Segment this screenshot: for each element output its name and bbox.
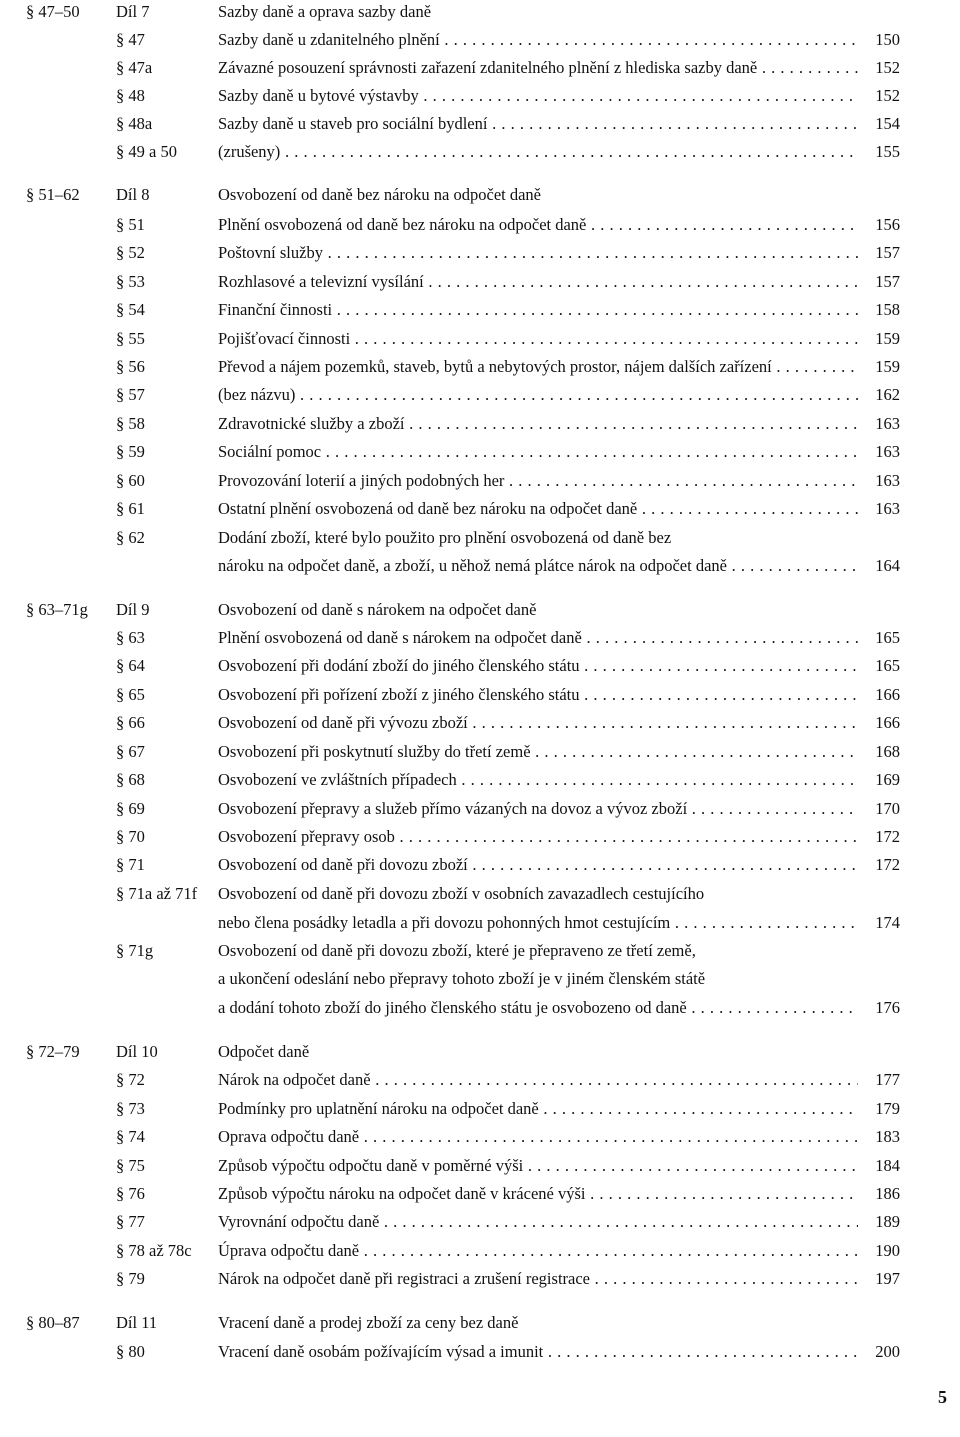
entry-title: Osvobození při dodání zboží do jiného členského státu . . . bbox=[218, 654, 858, 678]
toc-entry bbox=[0, 853, 960, 877]
toc-entry bbox=[0, 140, 960, 164]
page-ref: 200 bbox=[875, 1342, 900, 1361]
entry-title: Závazné posouzení správnosti zařazení zdanitelného plnění z hlediska sazby daně . . . bbox=[218, 56, 858, 80]
page-ref: 162 bbox=[875, 385, 900, 404]
page-ref: 164 bbox=[875, 556, 900, 575]
page-ref: 159 bbox=[875, 329, 900, 348]
toc-entry bbox=[0, 554, 960, 578]
section-range: § 63–71g bbox=[26, 600, 88, 619]
entry-title: nároku na odpočet daně, a zboží, u něhož nemá plátce nárok na odpočet daně . . . bbox=[218, 554, 858, 578]
toc-entry bbox=[0, 1239, 960, 1263]
toc-entry bbox=[0, 1097, 960, 1121]
toc-entry bbox=[0, 797, 960, 821]
toc-entry bbox=[0, 626, 960, 650]
page-ref: 163 bbox=[875, 499, 900, 518]
paragraph-ref: § 69 bbox=[116, 799, 145, 818]
entry-title: a ukončení odeslání nebo přepravy tohoto zboží je v jiném členském státě bbox=[218, 969, 706, 988]
paragraph-ref: Díl 10 bbox=[116, 1042, 158, 1061]
entry-title: Podmínky pro uplatnění nároku na odpočet daně . . . bbox=[218, 1097, 858, 1121]
toc-entry bbox=[0, 1040, 960, 1064]
entry-title: Osvobození od daně bez nároku na odpočet daně bbox=[218, 185, 542, 204]
toc-entry bbox=[0, 768, 960, 792]
paragraph-ref: § 71a až 71f bbox=[116, 884, 198, 903]
paragraph-ref: § 75 bbox=[116, 1156, 145, 1175]
paragraph-ref: § 63 bbox=[116, 628, 145, 647]
page-ref: 152 bbox=[875, 58, 900, 77]
toc-entry bbox=[0, 740, 960, 764]
entry-title: Osvobození při pořízení zboží z jiného členského státu . . . bbox=[218, 683, 858, 707]
entry-title: Sazby daně u staveb pro sociální bydlení . . . bbox=[218, 112, 858, 136]
entry-title: Úprava odpočtu daně . . . bbox=[218, 1239, 858, 1263]
page-ref: 156 bbox=[875, 215, 900, 234]
entry-title: Osvobození od daně při dovozu zboží v osobních zavazadlech cestujícího bbox=[218, 884, 705, 903]
entry-title: Sazby daně a oprava sazby daně bbox=[218, 2, 432, 21]
entry-title: Osvobození od daně při vývozu zboží . . . bbox=[218, 711, 858, 735]
page-ref: 168 bbox=[875, 742, 900, 761]
paragraph-ref: § 49 a 50 bbox=[116, 142, 177, 161]
page-ref: 166 bbox=[875, 713, 900, 732]
page-number: 5 bbox=[938, 1387, 947, 1407]
page-ref: 197 bbox=[875, 1269, 900, 1288]
paragraph-ref: § 78 až 78c bbox=[116, 1241, 192, 1260]
toc-entry bbox=[0, 469, 960, 493]
page-ref: 166 bbox=[875, 685, 900, 704]
page-ref: 157 bbox=[875, 272, 900, 291]
paragraph-ref: Díl 9 bbox=[116, 600, 150, 619]
toc-entry bbox=[0, 112, 960, 136]
toc-entry bbox=[0, 911, 960, 935]
page-ref: 158 bbox=[875, 300, 900, 319]
paragraph-ref: § 67 bbox=[116, 742, 145, 761]
entry-title: (bez názvu) . . . bbox=[218, 383, 858, 407]
entry-title: Rozhlasové a televizní vysílání . . . bbox=[218, 270, 858, 294]
toc-entry bbox=[0, 1311, 960, 1335]
paragraph-ref: § 71 bbox=[116, 855, 145, 874]
toc-entry bbox=[0, 1340, 960, 1364]
toc-entry bbox=[0, 654, 960, 678]
paragraph-ref: § 65 bbox=[116, 685, 145, 704]
entry-title: Zdravotnické služby a zboží . . . bbox=[218, 412, 858, 436]
page-ref: 154 bbox=[875, 114, 900, 133]
entry-title: Způsob výpočtu nároku na odpočet daně v krácené výši . . . bbox=[218, 1182, 858, 1206]
toc-entry bbox=[0, 84, 960, 108]
paragraph-ref: § 47a bbox=[116, 58, 153, 77]
toc-entry bbox=[0, 241, 960, 265]
page-ref: 190 bbox=[875, 1241, 900, 1260]
entry-title: Osvobození přepravy a služeb přímo vázaných na dovoz a vývoz zboží . . . bbox=[218, 797, 858, 821]
toc-entry bbox=[0, 1210, 960, 1234]
toc-entry bbox=[0, 1267, 960, 1291]
paragraph-ref: Díl 11 bbox=[116, 1313, 158, 1332]
paragraph-ref: § 71g bbox=[116, 941, 154, 960]
page-ref: 172 bbox=[875, 855, 900, 874]
entry-title: (zrušeny) . . . bbox=[218, 140, 858, 164]
toc-entry bbox=[0, 939, 960, 963]
paragraph-ref: § 55 bbox=[116, 329, 145, 348]
page-ref: 183 bbox=[875, 1127, 900, 1146]
toc-entry bbox=[0, 327, 960, 351]
entry-title: Vracení daně a prodej zboží za ceny bez daně bbox=[218, 1313, 519, 1332]
toc-entry bbox=[0, 967, 960, 991]
entry-title: Plnění osvobozená od daně s nárokem na odpočet daně . . . bbox=[218, 626, 858, 650]
entry-title: Provozování loterií a jiných podobných her . . . bbox=[218, 469, 858, 493]
entry-title: nebo člena posádky letadla a při dovozu pohonných hmot cestujícím . . . bbox=[218, 911, 858, 935]
entry-title: Nárok na odpočet daně . . . bbox=[218, 1068, 858, 1092]
section-range: § 47–50 bbox=[26, 2, 80, 21]
entry-title: Způsob výpočtu odpočtu daně v poměrné výši . . . bbox=[218, 1154, 858, 1178]
toc-entry bbox=[0, 598, 960, 622]
toc-entry bbox=[0, 1125, 960, 1149]
paragraph-ref: § 52 bbox=[116, 243, 145, 262]
paragraph-ref: § 53 bbox=[116, 272, 145, 291]
paragraph-ref: § 56 bbox=[116, 357, 145, 376]
toc-entry bbox=[0, 56, 960, 80]
entry-title: a dodání tohoto zboží do jiného členského státu je osvobozeno od daně . . . bbox=[218, 996, 858, 1020]
paragraph-ref: § 72 bbox=[116, 1070, 145, 1089]
paragraph-ref: § 59 bbox=[116, 442, 145, 461]
entry-title: Vracení daně osobám požívajícím výsad a imunit . . . bbox=[218, 1340, 858, 1364]
page-ref: 152 bbox=[875, 86, 900, 105]
toc-entry bbox=[0, 412, 960, 436]
toc-entry bbox=[0, 882, 960, 906]
paragraph-ref: § 80 bbox=[116, 1342, 145, 1361]
section-range: § 72–79 bbox=[26, 1042, 80, 1061]
paragraph-ref: § 77 bbox=[116, 1212, 145, 1231]
entry-title: Nárok na odpočet daně při registraci a zrušení registrace . . . bbox=[218, 1267, 858, 1291]
page-ref: 179 bbox=[875, 1099, 900, 1118]
entry-title: Dodání zboží, které bylo použito pro plnění osvobozená od daně bez bbox=[218, 528, 672, 547]
toc-entry bbox=[0, 383, 960, 407]
entry-title: Osvobození od daně při dovozu zboží, které je přepraveno ze třetí země, bbox=[218, 941, 696, 960]
paragraph-ref: Díl 8 bbox=[116, 185, 150, 204]
paragraph-ref: § 60 bbox=[116, 471, 145, 490]
entry-title: Pojišťovací činnosti . . . bbox=[218, 327, 858, 351]
paragraph-ref: § 61 bbox=[116, 499, 145, 518]
paragraph-ref: § 47 bbox=[116, 30, 145, 49]
paragraph-ref: § 62 bbox=[116, 528, 145, 547]
entry-title: Osvobození ve zvláštních případech . . . bbox=[218, 768, 858, 792]
paragraph-ref: § 64 bbox=[116, 656, 145, 675]
page-ref: 157 bbox=[875, 243, 900, 262]
entry-title: Finanční činnosti . . . bbox=[218, 298, 858, 322]
paragraph-ref: § 73 bbox=[116, 1099, 145, 1118]
paragraph-ref: § 66 bbox=[116, 713, 145, 732]
page-ref: 165 bbox=[875, 656, 900, 675]
toc-entry bbox=[0, 711, 960, 735]
page-ref: 170 bbox=[875, 799, 900, 818]
page-ref: 159 bbox=[875, 357, 900, 376]
toc-entry bbox=[0, 1068, 960, 1092]
paragraph-ref: § 48a bbox=[116, 114, 153, 133]
toc-entry bbox=[0, 526, 960, 550]
paragraph-ref: § 51 bbox=[116, 215, 145, 234]
paragraph-ref: § 54 bbox=[116, 300, 145, 319]
page-ref: 189 bbox=[875, 1212, 900, 1231]
paragraph-ref: § 48 bbox=[116, 86, 145, 105]
paragraph-ref: § 70 bbox=[116, 827, 145, 846]
entry-title: Sazby daně u bytové výstavby . . . bbox=[218, 84, 858, 108]
paragraph-ref: § 57 bbox=[116, 385, 145, 404]
toc-entry bbox=[0, 183, 960, 207]
toc-entry bbox=[0, 440, 960, 464]
toc-entry bbox=[0, 996, 960, 1020]
toc-entry bbox=[0, 825, 960, 849]
page-ref: 177 bbox=[875, 1070, 900, 1089]
page-ref: 163 bbox=[875, 471, 900, 490]
entry-title: Sociální pomoc . . . bbox=[218, 440, 858, 464]
page-ref: 186 bbox=[875, 1184, 900, 1203]
page-ref: 163 bbox=[875, 442, 900, 461]
entry-title: Ostatní plnění osvobozená od daně bez nároku na odpočet daně . . . bbox=[218, 497, 858, 521]
entry-title: Sazby daně u zdanitelného plnění . . . bbox=[218, 28, 858, 52]
toc-entry bbox=[0, 497, 960, 521]
page-ref: 176 bbox=[875, 998, 900, 1017]
toc-entry bbox=[0, 213, 960, 237]
entry-title: Převod a nájem pozemků, staveb, bytů a nebytových prostor, nájem dalších zařízení . . . bbox=[218, 355, 858, 379]
toc-entry bbox=[0, 355, 960, 379]
entry-title: Poštovní služby . . . bbox=[218, 241, 858, 265]
paragraph-ref: § 58 bbox=[116, 414, 145, 433]
page-ref: 165 bbox=[875, 628, 900, 647]
entry-title: Oprava odpočtu daně . . . bbox=[218, 1125, 858, 1149]
paragraph-ref: § 74 bbox=[116, 1127, 145, 1146]
entry-title: Osvobození od daně při dovozu zboží . . . bbox=[218, 853, 858, 877]
paragraph-ref: Díl 7 bbox=[116, 2, 150, 21]
entry-title: Osvobození při poskytnutí služby do třetí země . . . bbox=[218, 740, 858, 764]
toc-entry bbox=[0, 1182, 960, 1206]
page-ref: 150 bbox=[875, 30, 900, 49]
entry-title: Osvobození od daně s nárokem na odpočet daně bbox=[218, 600, 537, 619]
toc-entry bbox=[0, 270, 960, 294]
entry-title: Plnění osvobozená od daně bez nároku na odpočet daně . . . bbox=[218, 213, 858, 237]
toc-entry bbox=[0, 1154, 960, 1178]
page-ref: 169 bbox=[875, 770, 900, 789]
page-ref: 172 bbox=[875, 827, 900, 846]
page-ref: 174 bbox=[875, 913, 900, 932]
toc-entry bbox=[0, 0, 960, 24]
page-ref: 155 bbox=[875, 142, 900, 161]
paragraph-ref: § 79 bbox=[116, 1269, 145, 1288]
toc-entry bbox=[0, 298, 960, 322]
toc-entry bbox=[0, 683, 960, 707]
entry-title: Osvobození přepravy osob . . . bbox=[218, 825, 858, 849]
paragraph-ref: § 76 bbox=[116, 1184, 145, 1203]
toc-entry bbox=[0, 28, 960, 52]
section-range: § 51–62 bbox=[26, 185, 80, 204]
section-range: § 80–87 bbox=[26, 1313, 80, 1332]
paragraph-ref: § 68 bbox=[116, 770, 145, 789]
page-ref: 163 bbox=[875, 414, 900, 433]
page-ref: 184 bbox=[875, 1156, 900, 1175]
entry-title: Vyrovnání odpočtu daně . . . bbox=[218, 1210, 858, 1234]
entry-title: Odpočet daně bbox=[218, 1042, 310, 1061]
